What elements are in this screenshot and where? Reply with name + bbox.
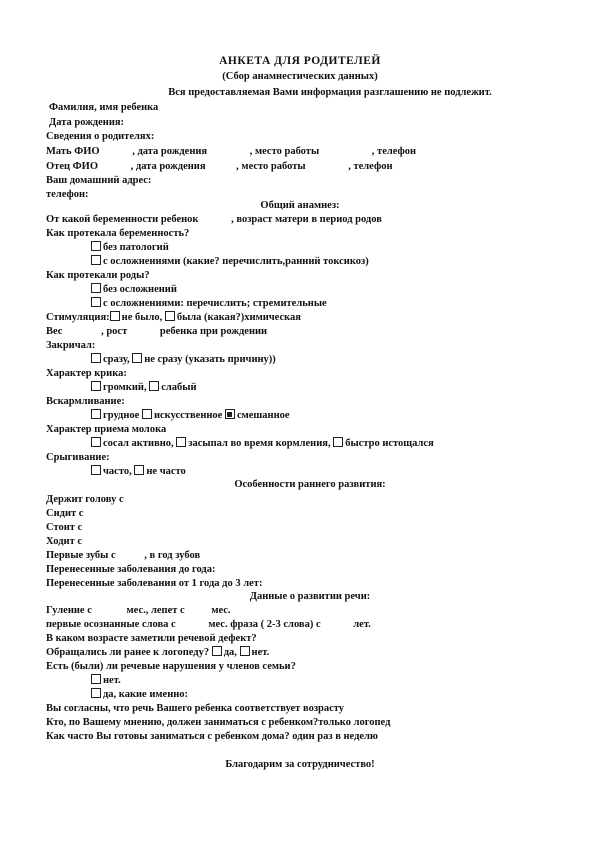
checkbox-icon[interactable]	[212, 646, 222, 656]
therapist-yes: да,	[223, 647, 237, 658]
phrase-label: мес. фраза ( 2-3 слова) с	[208, 619, 321, 630]
checkbox-icon[interactable]	[91, 353, 101, 363]
checkbox-icon[interactable]	[91, 409, 101, 419]
early-heading: Особенности раннего развития:	[234, 479, 386, 490]
milk-options	[91, 437, 434, 450]
checkbox-icon[interactable]	[91, 465, 101, 475]
checkbox-icon[interactable]	[149, 381, 159, 391]
checkbox-icon[interactable]	[333, 437, 343, 447]
spitting-label: Срыгивание:	[46, 452, 110, 463]
nursing-option-2: искусственное	[153, 410, 223, 421]
checkbox-icon[interactable]	[240, 646, 250, 656]
at-birth-label: ребенка при рождении	[159, 326, 268, 337]
weight-row	[46, 325, 267, 338]
how-often-label: Как часто Вы готовы заниматься с ребенком дома? один раз в неделю	[46, 731, 378, 742]
birth-option-1-label: без осложнений	[103, 284, 177, 295]
mother-phone-label: , телефон	[371, 146, 417, 157]
spitting-options	[91, 465, 186, 478]
checkbox-icon[interactable]	[91, 241, 101, 251]
cry-options	[91, 381, 197, 394]
checkbox-icon[interactable]	[176, 437, 186, 447]
preg-option-1[interactable]	[91, 241, 169, 254]
babble-unit: мес.	[211, 605, 231, 616]
father-row	[46, 160, 393, 173]
head-label: Держит голову с	[46, 494, 124, 505]
mother-age-label: , возраст матери в период родов	[231, 214, 382, 225]
therapist-no: нет.	[251, 647, 270, 658]
milk-option-2: засыпал во время кормления,	[188, 438, 331, 449]
checkbox-icon[interactable]	[91, 255, 101, 265]
mother-name-label: Мать ФИО	[46, 146, 100, 157]
pregnancy-row	[46, 213, 382, 226]
therapist-row	[46, 646, 269, 659]
height-label: , рост	[101, 326, 128, 337]
cried-option-1: сразу,	[103, 354, 130, 365]
checkbox-icon[interactable]	[91, 297, 101, 307]
father-phone-label: , телефон	[348, 161, 393, 172]
stimulation-option-1: не было,	[121, 312, 163, 323]
nursing-option-3: смешанное	[236, 410, 290, 421]
page-subtitle: (Сбор анамнестических данных)	[222, 71, 378, 82]
privacy-note: Вся предоставляемая Вами информация разглашению не подлежит.	[168, 87, 492, 98]
stimulation-label: Стимуляция:	[46, 312, 110, 323]
checkbox-icon[interactable]	[132, 353, 142, 363]
mother-work-label: , место работы	[249, 146, 320, 157]
pregnancy-course-label: Как протекала беременность?	[46, 228, 190, 239]
address-label: Ваш домашний адрес:	[46, 175, 152, 186]
child-name-label: Фамилия, имя ребенка	[49, 102, 159, 113]
checkbox-icon[interactable]	[91, 674, 101, 684]
thanks-text: Благодарим за сотрудничество!	[225, 759, 375, 770]
first-words-label: первые осознанные слова с	[46, 619, 176, 630]
mother-birth-label: , дата рождения	[132, 146, 208, 157]
birth-option-2-label: с осложнениями: перечислить; стремительные	[103, 298, 327, 309]
coo-row	[46, 604, 231, 617]
sits-label: Сидит с	[46, 508, 84, 519]
birth-option-2[interactable]	[91, 297, 327, 310]
checkbox-icon[interactable]	[110, 311, 120, 321]
father-work-label: , место работы	[236, 161, 306, 172]
stimulation-option-2: была (какая?)химическая	[176, 312, 301, 323]
spit-option-1: часто,	[103, 466, 132, 477]
phone-label: телефон:	[46, 189, 89, 200]
cried-option-2: не сразу (указать причину))	[144, 354, 276, 365]
spit-option-2: не часто	[146, 466, 186, 477]
diseases-year-label: Перенесенные заболевания до года:	[46, 564, 216, 575]
diseases-3-label: Перенесенные заболевания от 1 года до 3 лет:	[46, 578, 263, 589]
coo-label: Гуление с	[46, 605, 92, 616]
checkbox-icon[interactable]	[91, 688, 101, 698]
teeth-row	[46, 549, 200, 562]
weight-label: Вес	[46, 326, 63, 337]
cry-option-2: слабый	[161, 382, 197, 393]
phrase-unit: лет.	[353, 619, 371, 630]
speech-heading: Данные о развитии речи:	[249, 591, 371, 602]
therapist-label: Обращались ли ранее к логопеду?	[46, 647, 210, 658]
preg-option-2-label: с осложнениями (какие? перечислить,ранний токсикоз)	[103, 256, 369, 267]
general-heading: Общий анамнез:	[260, 200, 340, 211]
agree-label: Вы согласны, что речь Вашего ребенка соответствует возрасту	[46, 703, 345, 714]
family-option-2-label: да, какие именно:	[103, 689, 189, 700]
milk-option-3: быстро истощался	[345, 438, 434, 449]
preg-option-1-label: без патологий	[103, 242, 169, 253]
who-label: Кто, по Вашему мнению, должен заниматься с ребенком?только логопед	[46, 717, 391, 728]
cry-character-label: Характер крика:	[46, 368, 127, 379]
defect-age-label: В каком возрасте заметили речевой дефект?	[46, 633, 257, 644]
babble-label: мес., лепет с	[126, 605, 185, 616]
teeth-count-label: , в год зубов	[144, 550, 201, 561]
family-option-2[interactable]	[91, 688, 188, 701]
cried-options	[91, 353, 276, 366]
pregnancy-number-label: От какой беременности ребенок	[46, 214, 199, 225]
walks-label: Ходит с	[46, 536, 83, 547]
family-option-1-label: нет.	[103, 675, 121, 686]
milk-option-1: сосал активно,	[103, 438, 174, 449]
family-question: Есть (были) ли речевые нарушения у членов семьи?	[46, 661, 296, 672]
mother-row	[46, 145, 416, 158]
checked-checkbox-icon[interactable]	[225, 409, 235, 419]
cried-label: Закричал:	[46, 340, 96, 351]
father-birth-label: , дата рождения	[130, 161, 206, 172]
page-title: АНКЕТА ДЛЯ РОДИТЕЛЕЙ	[219, 55, 381, 67]
father-name-label: Отец ФИО	[46, 161, 99, 172]
checkbox-icon[interactable]	[134, 465, 144, 475]
family-option-1[interactable]	[91, 674, 121, 687]
first-teeth-label: Первые зубы с	[46, 550, 116, 561]
milk-character-label: Характер приема молока	[46, 424, 167, 435]
birth-date-label: Дата рождения:	[49, 117, 125, 128]
checkbox-icon[interactable]	[142, 409, 152, 419]
checkbox-icon[interactable]	[165, 311, 175, 321]
preg-option-2[interactable]	[91, 255, 369, 268]
stimulation-row	[46, 311, 301, 324]
stands-label: Стоит с	[46, 522, 83, 533]
nursing-label: Вскармливание:	[46, 396, 125, 407]
checkbox-icon[interactable]	[91, 437, 101, 447]
checkbox-icon[interactable]	[91, 283, 101, 293]
cry-option-1: громкий,	[103, 382, 147, 393]
nursing-options	[91, 409, 290, 422]
birth-option-1[interactable]	[91, 283, 177, 296]
nursing-option-1: грудное	[103, 410, 140, 421]
parents-label: Сведения о родителях:	[46, 131, 155, 142]
checkbox-icon[interactable]	[91, 381, 101, 391]
birth-course-label: Как протекали роды?	[46, 270, 150, 281]
words-row	[46, 618, 371, 631]
